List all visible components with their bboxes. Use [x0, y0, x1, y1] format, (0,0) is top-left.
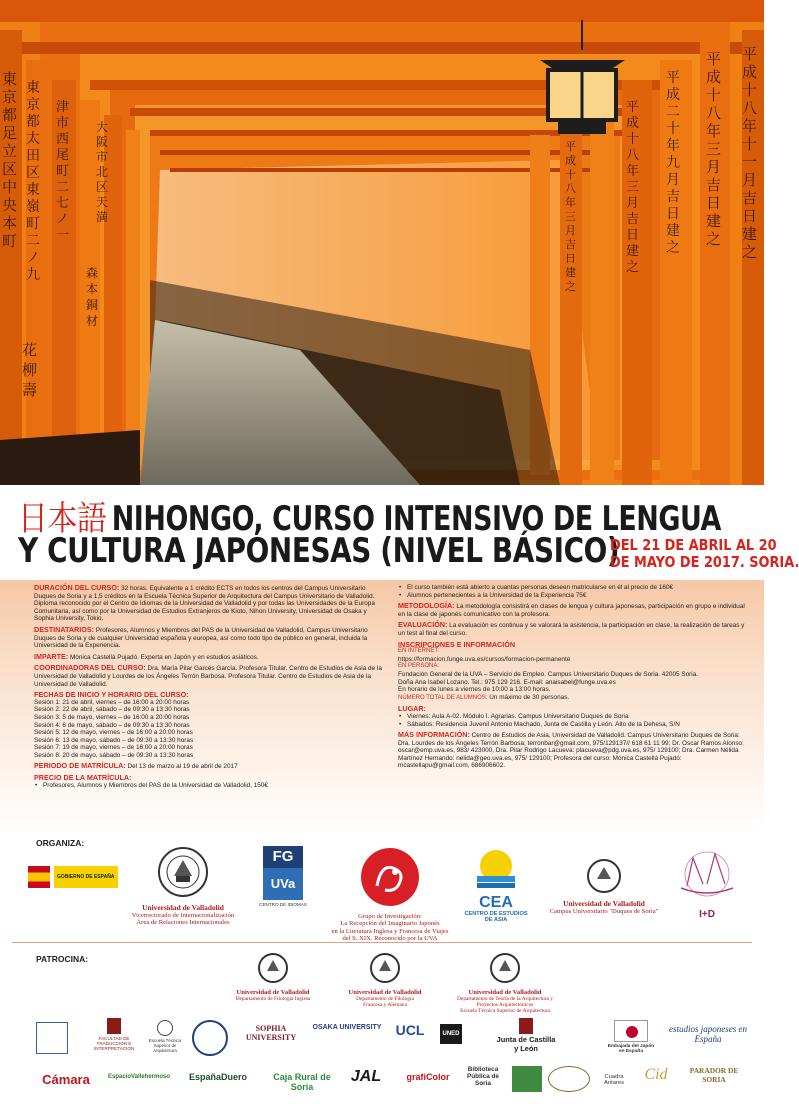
sponsor-graficolor: grafiColor: [406, 1072, 450, 1082]
sponsor-parador: PARADOR DE SORIA: [689, 1066, 739, 1084]
periodo-text: Del 13 de marzo al 19 de abril de 2017: [127, 763, 238, 771]
persona-text-1: Fundación General de la UVA – Servicio de Empleo. Campus Universitario Duques de Soria. 42005 Soria.: [398, 670, 699, 678]
faculty-building-icon: [107, 1018, 121, 1034]
p3-caption-1: Departamento de Teoría de la Arquitectura y: [457, 996, 553, 1002]
grupo-caption-3: en la Literatura Inglesa y Francesa de Viajes: [331, 927, 449, 935]
junta-shield-icon: [519, 1018, 533, 1034]
uva2-name: Universidad de Valladolid: [563, 899, 645, 908]
evaluacion-heading: EVALUACIÓN:: [398, 620, 448, 630]
organiza-logos: [0, 844, 764, 944]
destinatarios-heading: DESTINATARIOS:: [34, 624, 95, 634]
extra-price-2: • Alumnos pertenecientes a la Universidad de la Experiencia 75€: [398, 592, 750, 600]
imparte-heading: IMPARTE:: [34, 651, 69, 661]
title-text-1: NIHONGO, CURSO INTENSIVO DE LENGUA: [111, 499, 721, 539]
sponsor-cid: Cid: [644, 1066, 668, 1083]
imparte-text: Mónica Castellá Pujadó. Experta en Japón y en estudios asiáticos.: [69, 653, 259, 661]
divider: [12, 942, 752, 943]
grupo-caption-2: La Recepción del Imaginario Japonés: [340, 920, 440, 928]
etsa-seal-icon: [157, 1020, 173, 1036]
internet-heading: EN INTERNET:: [398, 648, 440, 655]
internet-link[interactable]: https://formacion.funge.uva.es/cursos/formacion-permanente: [398, 655, 571, 663]
patrocina-logos: [0, 952, 764, 1014]
uva-vicerrectorado-logo: [118, 846, 248, 927]
evaluacion-text: La evaluación es continua y se valorará la asistencia, la participación en clase, la realización de tareas y un test al final del curso.: [398, 622, 745, 637]
session-item: Sesión 2: 22 de abril, sábado – de 09:30 a 13:30 horas: [34, 706, 190, 714]
title-block: [0, 485, 799, 580]
grupo-caption-1: Grupo de Investigación:: [358, 913, 422, 920]
sponsor-embajada-text: Embajada del Japón en España: [607, 1044, 655, 1054]
ship-drawing-icon: [673, 848, 741, 904]
inscription-left-4: 大阪市北区天満: [96, 120, 109, 224]
numero-heading: NÚMERO TOTAL DE ALUMNOS:: [398, 694, 488, 701]
spain-flag-icon: [28, 866, 50, 888]
title-kanji: 日本語: [18, 499, 107, 539]
session-item: Sesión 8: 20 de mayo, sábado – de 09:30 a 13:30 horas: [34, 751, 194, 759]
sponsor-camara: Cámara: [42, 1072, 90, 1087]
sponsor-strip: [0, 1014, 764, 1112]
persona-text-3: En horario de lunes a viernes de 10:00 a 13:00 horas.: [398, 686, 551, 694]
inscription-left-5: 森本銅材: [86, 266, 99, 328]
info-section: [0, 580, 764, 830]
inscripciones-heading: INSCRIPCIONES E INFORMACIÓN: [398, 639, 516, 649]
uva1-caption-2: Área de Relaciones Internacionales: [136, 919, 230, 927]
title-line-2: Y CULTURA JAPONESAS (NIVEL BÁSICO): [18, 531, 620, 571]
course-dates: [610, 536, 799, 571]
date-line-2: DE MAYO DE 2017. SORIA.: [610, 553, 799, 571]
sponsor-etsa: [142, 1020, 188, 1053]
sponsor-logo-1-icon: [36, 1022, 68, 1054]
p3-name: Universidad de Valladolid: [468, 989, 542, 996]
patrocina-uva-frances: [330, 952, 440, 1008]
p3-caption-3: Escuela Técnica Superior de Arquitectura: [460, 1008, 550, 1015]
session-item: Sesión 1: 21 de abril, viernes – de 16:00 a 20:00 horas: [34, 698, 190, 706]
fechas-heading: FECHAS DE INICIO Y HORARIO DEL CURSO:: [34, 690, 189, 700]
uva-text: UVa: [263, 868, 303, 900]
sponsor-biblioteca: Biblioteca Pública de Soria: [467, 1066, 499, 1087]
uva1-caption-1: Vicerrectorado de Internacionalización: [131, 912, 235, 919]
session-item: Sesión 3: 5 de mayo, viernes – de 16:00 a 20:00 horas: [34, 713, 190, 721]
p1-name: Universidad de Valladolid: [236, 989, 310, 996]
sponsor-estudios-japoneses: estudios japoneses en España: [669, 1024, 747, 1044]
p1-caption: Departamento de Filología Inglesa: [235, 996, 311, 1002]
session-item: Sesión 6: 13 de mayo, sábado – de 09:30 a 13:30 horas: [34, 736, 194, 744]
session-item: Sesión 5: 12 de mayo, viernes – de 16:00 a 20:00 horas: [34, 729, 193, 737]
date-line-1: DEL 21 DE ABRIL AL 20: [610, 536, 777, 554]
uva-seal-icon: [257, 952, 289, 984]
info-right-column: [398, 584, 750, 773]
grupo-investigacion-logo: [320, 846, 460, 943]
red-seal-icon: [359, 846, 421, 908]
duracion-text: 32 horas. Equivalente a 1 crédito ECTS en todos los centros del Campus Universitario Duques de Soria y a 1,5 créditos en la Escuela Técnica Superior de Arquitectura del Campus Universitario de Valladolid. Diploma reconocido por el Centro de Idiomas de la Universidad de Valladolid y por todas las Universidades de la Europa Comunitaria, así como por la Universidad de Estudios Extranjeros de Kioto, Nihon University, Universidad de Osaka y Sophia University, Tokio.: [34, 585, 375, 623]
periodo-heading: PERIODO DE MATRÍCULA:: [34, 761, 126, 771]
uva-soria-logo: [548, 858, 660, 915]
sponsor-junta-text: Junta de Castilla y León: [496, 1035, 556, 1053]
sponsor-seal-icon: [192, 1020, 228, 1056]
sponsor-oval-icon: [548, 1066, 590, 1092]
coordinadoras-heading: COORDINADORAS DEL CURSO:: [34, 663, 146, 673]
uva-seal-icon: [586, 858, 622, 894]
precio-text: • Profesores, Alumnos y Miembros del PAS de la Universidad de Valladolid, 150€: [34, 782, 384, 790]
cea-caption-2: DE ASIA: [484, 917, 508, 923]
torii-gates-illustration: [0, 0, 764, 485]
inscription-left-3: 津市西尾町二七ノ一: [56, 100, 70, 243]
metodologia-text: La metodología consistirá en clases de lengua y cultura japonesas, participación en grupo e individual en la clase de japonés comunicativo con la profesora.: [398, 603, 745, 618]
p2-name: Universidad de Valladolid: [348, 989, 422, 996]
masinfo-heading: MÁS INFORMACIÓN:: [398, 730, 470, 740]
uva-seal-icon: [489, 952, 521, 984]
cea-caption-1: CENTRO DE ESTUDIOS: [464, 911, 528, 917]
lugar-sabados: • Sábados: Residencia Juvenil Antonio Machado, Junta de Castilla y León. Alto de la Dehesa, S/N: [398, 721, 750, 729]
grupo-caption-4: del S. XIX. Reconocido por la UVA: [342, 935, 438, 943]
sponsor-embajada: [606, 1020, 656, 1054]
cea-logo: [458, 846, 534, 923]
inscription-right-5: 平成十八年三月吉日建之: [565, 140, 576, 293]
sponsor-uned: UNED: [440, 1024, 462, 1044]
metodologia-heading: METODOLOGÍA:: [398, 601, 455, 611]
japan-flag-icon: [614, 1020, 648, 1042]
sponsor-cuadra-antares: Cuadra Antares: [604, 1074, 624, 1086]
p3-caption-2: Proyectos Arquitectónicos: [476, 1002, 534, 1009]
inscription-right-3: 平成二十年九月吉日建之: [666, 70, 680, 256]
destinatarios-text: Profesores, Alumnos y Miembros del PAS de la Universidad de Valladolid, Campus Universitario Duques de Soria y de cualquier Universidad española y europea, así como todo tipo de público en general, incluida la Universidad de la Experiencia.: [34, 626, 368, 650]
sponsor-etsa-text: Escuela Técnica Superior de Arquitectura: [148, 1038, 182, 1053]
coordinadoras-text: Dra. María Pilar Garcés García. Profesora Titular. Centro de Estudios de Asia de la Universidad de Valladolid y Lourdes de los Ángeles Terrón Barbosa. Profesora Titular. Centro de Estudios de Asia de la Universidad de Valladolid.: [34, 665, 382, 688]
numero-text: Un máximo de 30 personas.: [489, 693, 570, 701]
patrocina-uva-arquitectura: [440, 952, 570, 1015]
uva-seal-icon: [369, 952, 401, 984]
fg-caption: CENTRO DE IDIOMAS: [259, 902, 307, 907]
sponsor-green-icon: [512, 1066, 542, 1092]
precio-heading: PRECIO DE LA MATRÍCULA:: [34, 773, 132, 783]
gobierno-logo: [28, 866, 118, 888]
sponsor-sophia: SOPHIA UNIVERSITY: [245, 1024, 297, 1042]
sponsor-traduccion: [94, 1018, 134, 1051]
uva1-name: Universidad de Valladolid: [142, 903, 224, 912]
sponsor-osaka: OSAKA UNIVERSITY: [312, 1024, 382, 1031]
inscription-left-2: 東京都太田区東嶺町二ノ九: [26, 80, 40, 283]
fg-text: FG: [263, 846, 303, 868]
sponsor-jal: JAL: [350, 1068, 382, 1085]
p2-caption-2: Francesa y Alemana: [363, 1002, 407, 1009]
sponsor-vallehermoso: EspacioVallehermoso: [107, 1074, 171, 1080]
uva2-caption: Campus Universitario "Duques de Soria": [549, 908, 659, 915]
session-item: Sesión 4: 6 de mayo, sábado – de 09:30 a 13:30 horas: [34, 721, 190, 729]
sponsor-junta: [494, 1018, 558, 1053]
inscription-left-6: 花柳壽: [22, 341, 38, 399]
sponsor-traduccion-text: FACULTAD DE TRADUCCIÓN E INTERPRETACIÓN: [94, 1036, 135, 1051]
duracion-heading: DURACIÓN DEL CURSO:: [34, 583, 120, 592]
session-item: Sesión 7: 19 de mayo, viernes – de 16:00 a 20:00 horas: [34, 744, 193, 752]
lugar-viernes: • Viernes: Aula A-02. Módulo I. Agrarias. Campus Universitario Duques de Soria: [398, 713, 750, 721]
inscription-right-2: 平成十八年三月吉日建之: [706, 50, 722, 248]
gobierno-text: GOBIERNO DE ESPAÑA: [54, 866, 118, 888]
i-d-name: I+D: [699, 909, 715, 920]
i-d-logo: [672, 848, 742, 920]
sponsor-caja-rural: Caja Rural de Soria: [273, 1072, 331, 1092]
info-left-column: [34, 584, 384, 789]
p2-caption-1: Departamento de Filología: [356, 996, 414, 1002]
lugar-heading: LUGAR:: [398, 704, 426, 714]
organiza-label: ORGANIZA:: [36, 838, 85, 848]
extra-price-1: • El curso también está abierto a cuantas personas deseen matricularse en él al precio de 160€: [398, 584, 750, 592]
masinfo-text: Centro de Estudios de Asia, Universidad de Valladolid. Campus Universitario Duques de Soria: Dra. Lourdes de los Ángeles Terrón Barbosa; terronbar@gmail.com, 975/129137// 618 61 11 99; Dr. Oscar Ramos Alonso: oscar@emp.uva.es, 983/ 423000, Dra. Pilar Rodrigo Lacueva: placueva@pdg.uva.es, 975/ 129100; Dra. Carmen Nélida Martínez Hernando: nelida@geo.uva.es, 975/ 129100; Profesora del curso: Mónica Castellá Pujadó: mcastellapu@gmail.com, 686906602.: [398, 732, 744, 770]
torii-photo: [0, 0, 764, 485]
cea-sun-icon: [471, 846, 521, 890]
inscription-right-1: 平成十八年十一月吉日建之: [742, 45, 758, 261]
fg-uva-logo: [258, 846, 308, 907]
persona-text-2: Doña Ana Isabel Lozano. Tel.: 975 129 216. E-mail: anaisabel@funge.uva.es: [398, 678, 616, 686]
inscription-right-4: 平成十八年三月吉日建之: [626, 100, 640, 275]
patrocina-label: PATROCINA:: [36, 954, 89, 964]
patrocina-uva-ingles: [218, 952, 328, 1002]
uva-seal-icon: [152, 846, 214, 898]
cea-name: CEA: [479, 894, 513, 911]
sponsor-ucl: UCL: [395, 1022, 425, 1038]
inscription-left-1: 東京都足立区中央本町: [2, 70, 18, 250]
sponsor-espanaduero: EspañaDuero: [188, 1072, 248, 1082]
persona-heading: EN PERSONA:: [398, 663, 440, 670]
